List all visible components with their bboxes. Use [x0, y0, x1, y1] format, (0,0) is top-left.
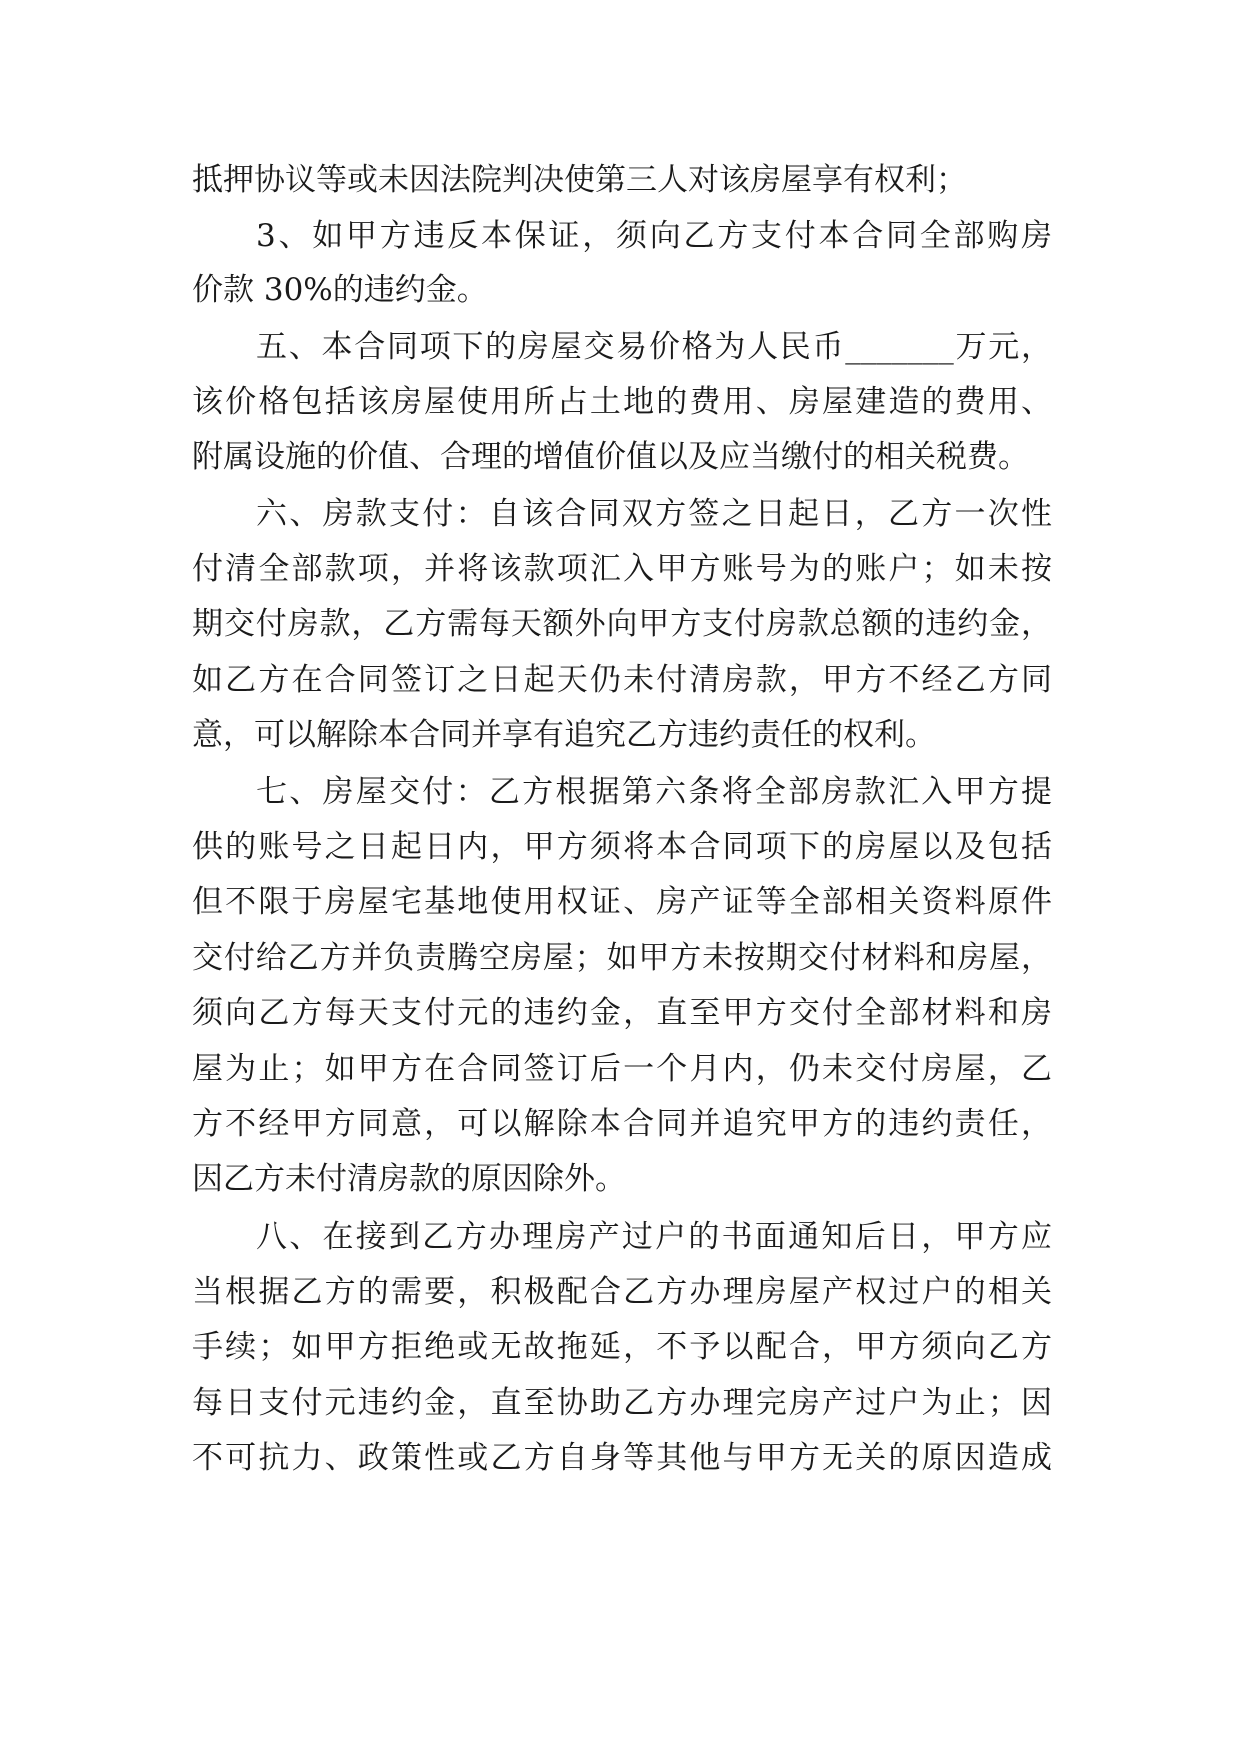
text-line: 但不限于房屋宅基地使用权证、房产证等全部相关资料原件 — [192, 884, 1052, 920]
text-line: 抵押协议等或未因法院判决使第三人对该房屋享有权利； — [192, 162, 967, 198]
text-line: 方不经甲方同意，可以解除本合同并追究甲方的违约责任， — [192, 1106, 1052, 1142]
text-line: 须向乙方每天支付元的违约金，直至甲方交付全部材料和房 — [192, 995, 1052, 1031]
text-line: 因乙方未付清房款的原因除外。 — [192, 1161, 626, 1197]
text-line: 3、如甲方违反本保证，须向乙方支付本合同全部购房 — [256, 218, 1052, 254]
text-line: 价款 30%的违约金。 — [192, 272, 488, 308]
text-line: 供的账号之日起日内，甲方须将本合同项下的房屋以及包括 — [192, 829, 1052, 865]
text-line: 六、房款支付：自该合同双方签之日起日，乙方一次性 — [256, 496, 1052, 532]
text-line: 五、本合同项下的房屋交易价格为人民币_______万元， — [256, 329, 1052, 365]
text-line: 八、在接到乙方办理房产过户的书面通知后日，甲方应 — [256, 1219, 1052, 1255]
text-line: 附属设施的价值、合理的增值价值以及应当缴付的相关税费。 — [192, 439, 1029, 475]
text-line: 每日支付元违约金，直至协助乙方办理完房产过户为止；因 — [192, 1385, 1052, 1421]
text-line: 期交付房款，乙方需每天额外向甲方支付房款总额的违约金， — [192, 606, 1052, 642]
text-line: 屋为止；如甲方在合同签订后一个月内，仍未交付房屋，乙 — [192, 1051, 1052, 1087]
text-line: 手续；如甲方拒绝或无故拖延，不予以配合，甲方须向乙方 — [192, 1329, 1052, 1365]
text-line: 交付给乙方并负责腾空房屋；如甲方未按期交付材料和房屋， — [192, 940, 1052, 976]
text-line: 意，可以解除本合同并享有追究乙方违约责任的权利。 — [192, 717, 936, 753]
text-line: 该价格包括该房屋使用所占土地的费用、房屋建造的费用、 — [192, 384, 1052, 420]
text-line: 如乙方在合同签订之日起天仍未付清房款，甲方不经乙方同 — [192, 662, 1052, 698]
text-line: 不可抗力、政策性或乙方自身等其他与甲方无关的原因造成 — [192, 1440, 1052, 1476]
text-line: 七、房屋交付：乙方根据第六条将全部房款汇入甲方提 — [256, 774, 1052, 810]
text-line: 付清全部款项，并将该款项汇入甲方账号为的账户；如未按 — [192, 551, 1052, 587]
text-line: 当根据乙方的需要，积极配合乙方办理房屋产权过户的相关 — [192, 1274, 1052, 1310]
